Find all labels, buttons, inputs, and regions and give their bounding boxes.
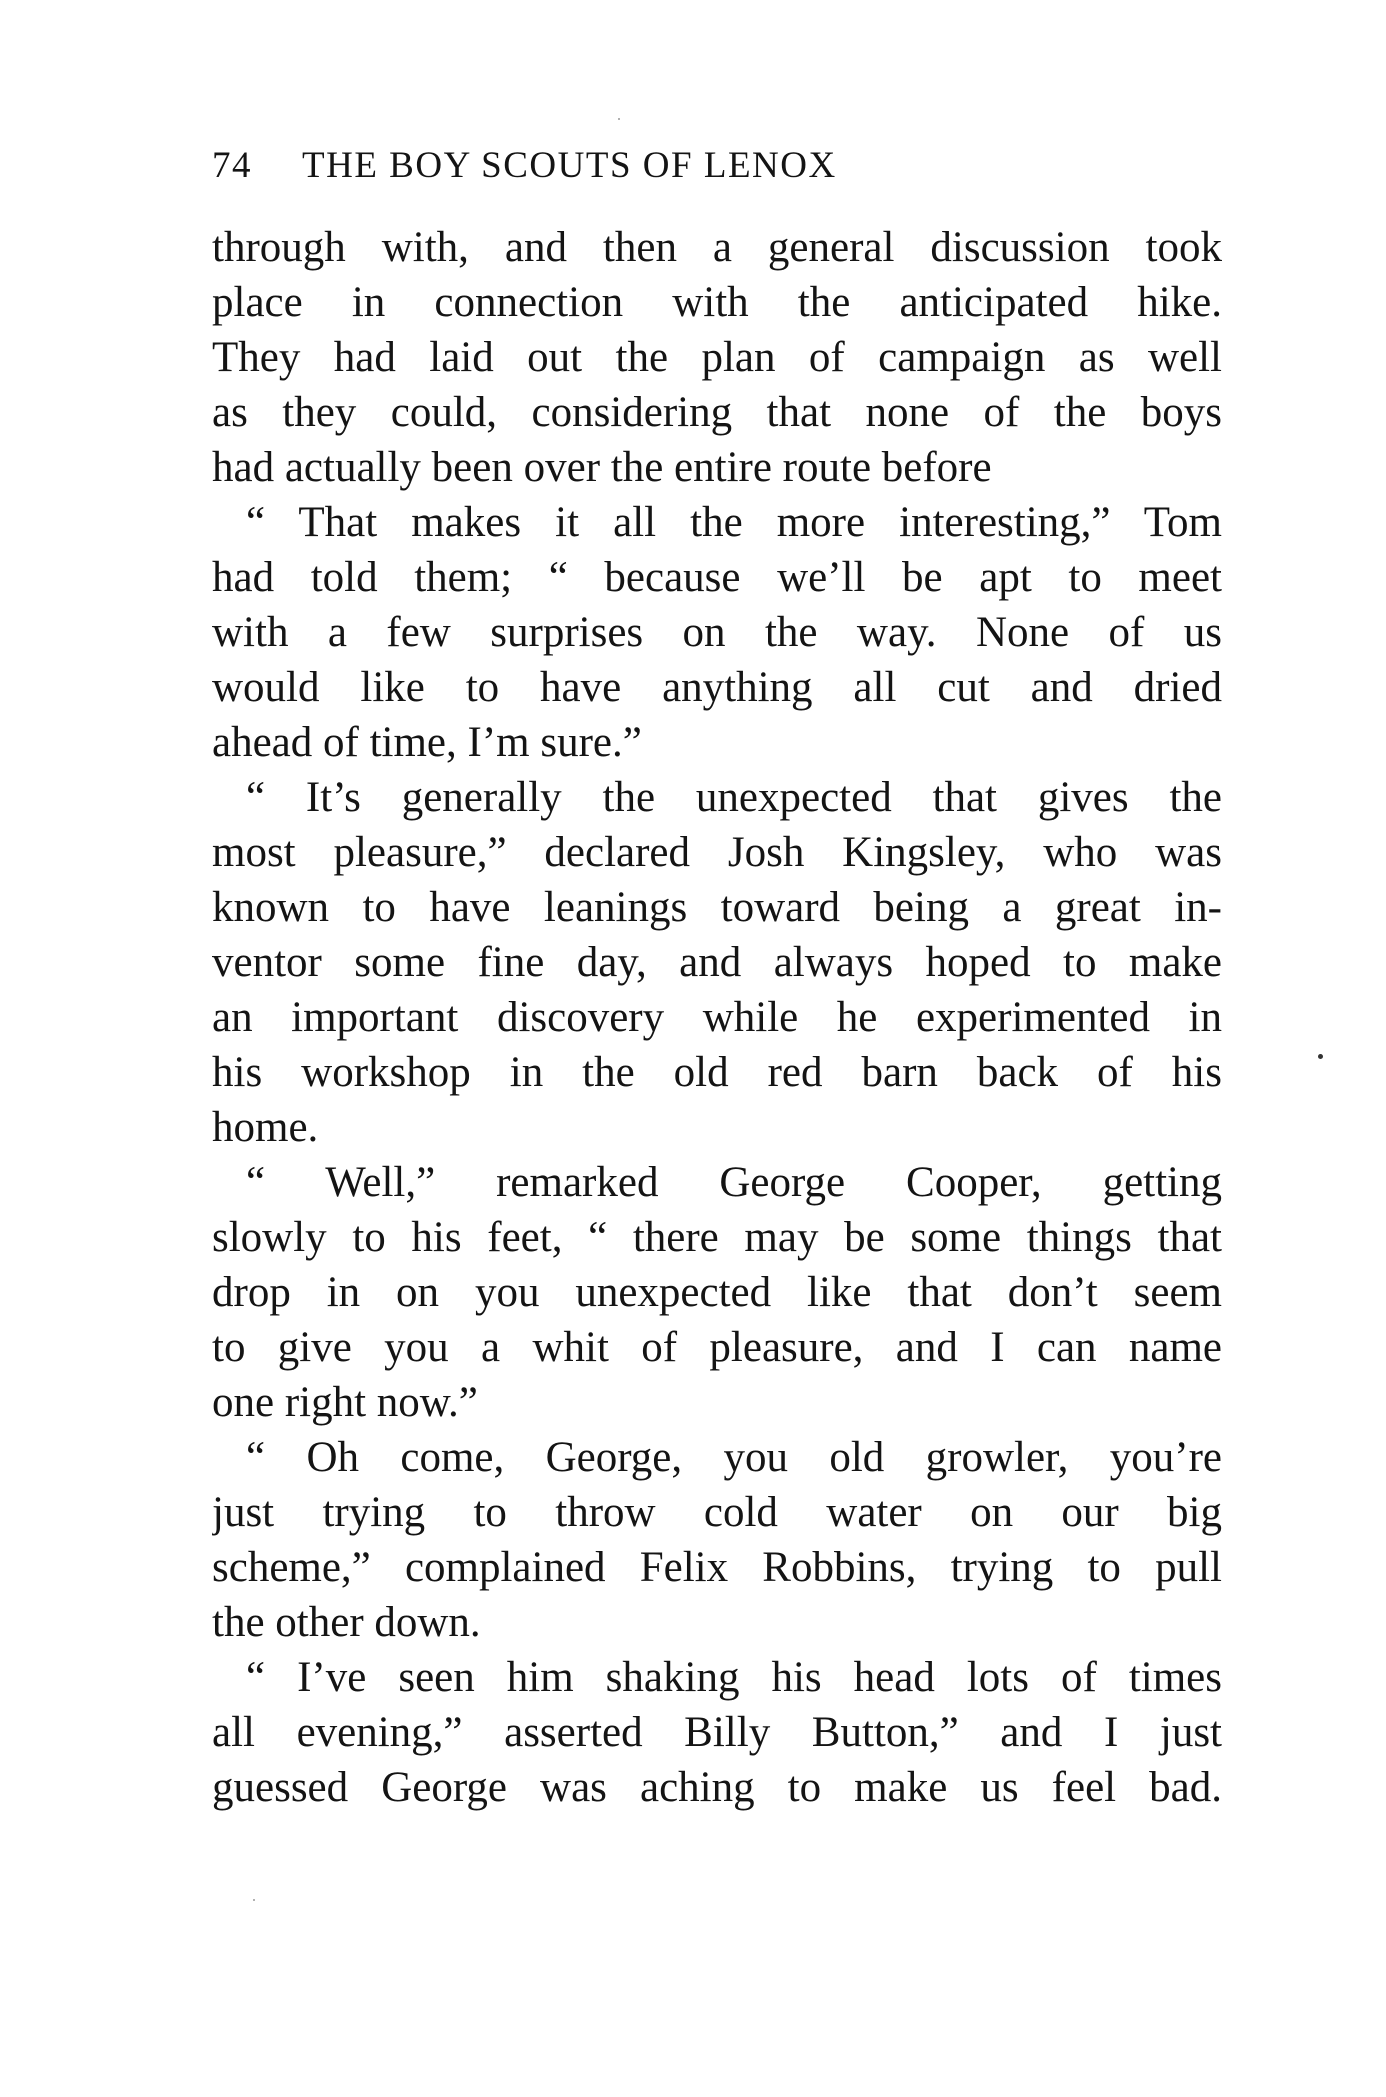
scan-speck [1318, 1054, 1323, 1059]
text-line: his workshop in the old red barn back of his [212, 1049, 1222, 1096]
scan-speck [618, 118, 620, 120]
text-line: place in connection with the anticipated hike. [212, 279, 1222, 326]
text-line: slowly to his feet, “ there may be some things that [212, 1214, 1222, 1261]
text-line: to give you a whit of pleasure, and I can name [212, 1324, 1222, 1371]
text-line: “ I’ve seen him shaking his head lots of times [246, 1654, 1222, 1701]
text-line: one right now.” [212, 1379, 478, 1426]
text-line: scheme,” complained Felix Robbins, trying to pull [212, 1544, 1222, 1591]
text-line: all evening,” asserted Billy Button,” and I just [212, 1709, 1222, 1756]
text-line: They had laid out the plan of campaign as well [212, 334, 1222, 381]
text-line: “ Oh come, George, you old growler, you’re [246, 1434, 1222, 1481]
text-line: guessed George was aching to make us feel bad. [212, 1764, 1222, 1811]
text-line: ventor some fine day, and always hoped to make [212, 939, 1222, 986]
text-line: “ It’s generally the unexpected that gives the [246, 774, 1222, 821]
page-number: 74 [212, 145, 252, 186]
text-line: home. [212, 1104, 319, 1151]
text-line: ahead of time, I’m sure.” [212, 719, 642, 766]
body-text [212, 220, 1222, 1815]
scan-speck [253, 1899, 255, 1901]
text-line: would like to have anything all cut and dried [212, 664, 1222, 711]
text-line: drop in on you unexpected like that don’t seem [212, 1269, 1222, 1316]
text-line: as they could, considering that none of the boys [212, 389, 1222, 436]
text-line: an important discovery while he experimented in [212, 994, 1222, 1041]
text-line: had told them; “ because we’ll be apt to meet [212, 554, 1222, 601]
text-line: had actually been over the entire route before [212, 444, 992, 491]
text-line: the other down. [212, 1599, 481, 1646]
text-line: “ That makes it all the more interesting,” Tom [246, 499, 1222, 546]
text-line: just trying to throw cold water on our big [212, 1489, 1222, 1536]
text-line: with a few surprises on the way. None of us [212, 609, 1222, 656]
book-title: THE BOY SCOUTS OF LENOX [302, 145, 837, 186]
text-line: most pleasure,” declared Josh Kingsley, who was [212, 829, 1222, 876]
text-line: known to have leanings toward being a great in- [212, 884, 1222, 931]
text-line: through with, and then a general discussion took [212, 224, 1222, 271]
running-head [212, 138, 1112, 194]
text-line: “ Well,” remarked George Cooper, getting [246, 1159, 1222, 1206]
